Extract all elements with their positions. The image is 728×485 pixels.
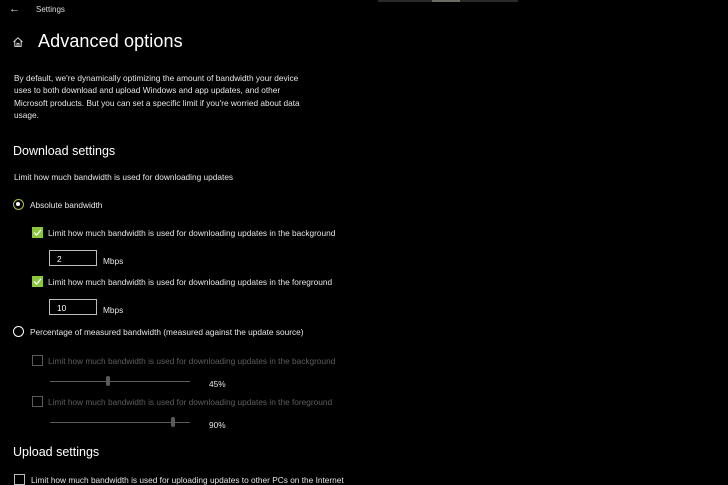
slider-thumb[interactable] — [171, 417, 175, 427]
percentage-foreground-label: Limit how much bandwidth is used for downloading updates in the foreground — [48, 397, 333, 407]
absolute-bandwidth-label: Absolute bandwidth — [30, 200, 103, 210]
page-title: Advanced options — [38, 31, 183, 51]
background-mbps-input[interactable]: 2 — [49, 250, 97, 266]
back-arrow-icon[interactable]: ← — [9, 3, 20, 15]
absolute-foreground-label: Limit how much bandwidth is used for downloading updates in the foreground — [48, 277, 333, 287]
foreground-mbps-unit: Mbps — [103, 305, 124, 315]
percentage-bandwidth-label: Percentage of measured bandwidth (measured against the update source) — [30, 327, 304, 337]
download-settings-heading: Download settings — [13, 144, 116, 158]
absolute-background-label: Limit how much bandwidth is used for downloading updates in the background — [48, 228, 336, 238]
intro-description: By default, we're dynamically optimizing the amount of bandwidth your device uses to both download and upload Windows and app updates, and other Microsoft products. But you can set a specific limit if you're worried about data usage. — [14, 73, 300, 121]
checkbox-unchecked-icon[interactable] — [14, 474, 25, 485]
checkbox-unchecked-icon[interactable] — [32, 355, 43, 366]
foreground-percentage-slider[interactable] — [50, 417, 190, 427]
slider-thumb[interactable] — [106, 376, 110, 386]
home-icon[interactable] — [12, 35, 26, 49]
background-percentage-slider[interactable] — [50, 376, 190, 386]
percentage-background-label: Limit how much bandwidth is used for downloading updates in the background — [48, 356, 336, 366]
background-mbps-unit: Mbps — [103, 256, 124, 266]
app-title: Settings — [36, 5, 65, 14]
checkbox-checked-icon[interactable] — [32, 227, 43, 238]
slider-track — [50, 422, 190, 423]
checkbox-unchecked-icon[interactable] — [32, 396, 43, 407]
radio-unselected-icon[interactable] — [13, 326, 24, 337]
download-settings-description: Limit how much bandwidth is used for downloading updates — [14, 172, 234, 182]
background-percentage-value: 45% — [209, 379, 226, 389]
slider-track — [50, 381, 190, 382]
foreground-percentage-value: 90% — [209, 420, 226, 430]
upload-settings-heading: Upload settings — [13, 445, 100, 459]
radio-selected-icon[interactable] — [13, 199, 24, 210]
window-top-strip-highlight — [432, 0, 460, 2]
foreground-mbps-input[interactable]: 10 — [49, 299, 97, 315]
upload-limit-label: Limit how much bandwidth is used for uploading updates to other PCs on the Internet — [31, 475, 344, 485]
window-top-strip — [378, 0, 518, 2]
checkbox-checked-icon[interactable] — [32, 276, 43, 287]
